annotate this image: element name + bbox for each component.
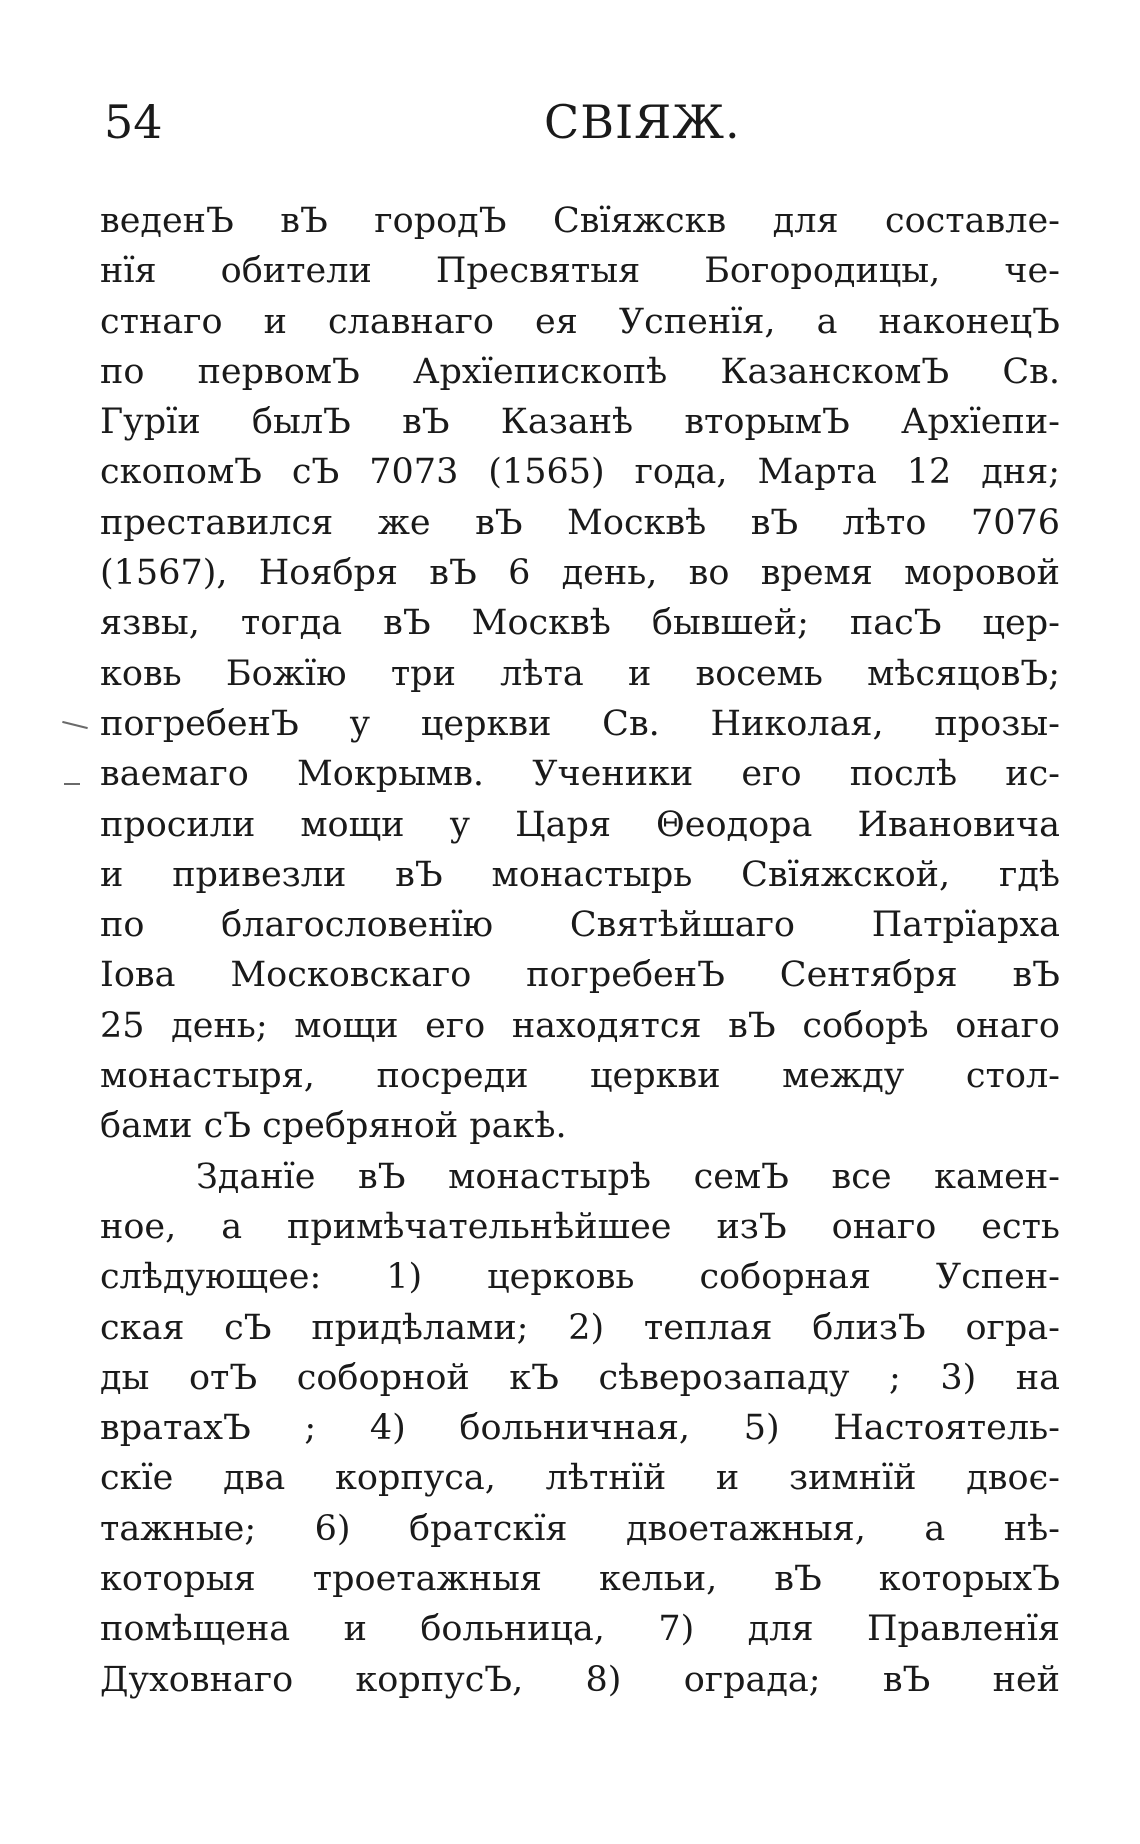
running-title: СВІЯЖ. bbox=[544, 95, 741, 149]
page-number: 54 bbox=[104, 95, 163, 149]
text-line: просили мощи у Царя Θеодора Ивановича bbox=[100, 804, 1060, 845]
text-line: помѣщена и больница, 7) для Правленїя bbox=[100, 1609, 1060, 1650]
text-line: ды отЪ соборной кЪ сѣверозападу ; 3) на bbox=[100, 1357, 1060, 1398]
text-line: преставился же вЪ Москвѣ вЪ лѣто 7076 bbox=[100, 502, 1060, 543]
text-line: веденЪ вЪ городЪ Свїяжскв для составле- bbox=[100, 201, 1060, 241]
paragraph-2 bbox=[100, 1152, 1060, 1705]
text-line: 25 день; мощи его находятся вЪ соборѣ онаго bbox=[100, 1005, 1060, 1046]
paragraph-1 bbox=[100, 196, 1060, 1152]
text-line: слѣдующее: 1) церковь соборная Успен- bbox=[100, 1257, 1060, 1298]
margin-mark bbox=[62, 721, 88, 729]
text-line: ковь Божїю три лѣта и восемь мѣсяцовЪ; bbox=[100, 653, 1060, 694]
text-line: и привезли вЪ монастырь Свїяжской, гдѣ bbox=[100, 854, 1060, 895]
text-line: по первомЪ Архїепископѣ КазанскомЪ Св. bbox=[100, 351, 1060, 392]
text-line: ное, а примѣчательнѣйшее изЪ онаго есть bbox=[100, 1206, 1060, 1247]
text-line: (1567), Ноября вЪ 6 день, во время моровой bbox=[100, 553, 1060, 594]
text-line: монастыря, посреди церкви между стол- bbox=[100, 1056, 1060, 1097]
text-line: стнаго и славнаго ея Успенїя, а наконецЪ bbox=[100, 301, 1060, 342]
body-text bbox=[100, 196, 1060, 1705]
text-line: скопомЪ сЪ 7073 (1565) года, Марта 12 дня; bbox=[100, 452, 1060, 493]
text-line: бами сЪ сребряной ракѣ. bbox=[100, 1106, 567, 1147]
text-line: по благословенїю Святѣйшаго Патрїарха bbox=[100, 905, 1060, 946]
text-line: скїе два корпуса, лѣтнїй и зимнїй двоє- bbox=[100, 1458, 1060, 1499]
text-line: Духовнаго корпусЪ, 8) ограда; вЪ ней bbox=[100, 1659, 1060, 1700]
text-line: Іова Московскаго погребенЪ Сентября вЪ bbox=[100, 955, 1060, 996]
text-line: ваемаго Мокрымв. Ученики его послѣ ис- bbox=[100, 754, 1060, 795]
text-line: тажные; 6) братскїя двоетажныя, а нѣ- bbox=[100, 1508, 1060, 1549]
margin-mark bbox=[64, 783, 80, 785]
text-line: ская сЪ придѣлами; 2) теплая близЪ огра- bbox=[100, 1307, 1060, 1348]
text-line: погребенЪ у церкви Св. Николая, прозы- bbox=[100, 703, 1060, 744]
text-line: нїя обители Пресвятыя Богородицы, че- bbox=[100, 251, 1060, 292]
text-line: вратахЪ ; 4) больничная, 5) Настоятель- bbox=[100, 1408, 1060, 1449]
text-line: которыя троетажныя кельи, вЪ которыхЪ bbox=[100, 1559, 1060, 1600]
text-line: Зданїе вЪ монастырѣ семЪ все камен- bbox=[196, 1156, 1060, 1197]
running-head bbox=[100, 88, 1060, 158]
text-line: Гурїи былЪ вЪ Казанѣ вторымЪ Архїепи- bbox=[100, 402, 1060, 443]
text-line: язвы, тогда вЪ Москвѣ бывшей; пасЪ цер- bbox=[100, 603, 1060, 644]
